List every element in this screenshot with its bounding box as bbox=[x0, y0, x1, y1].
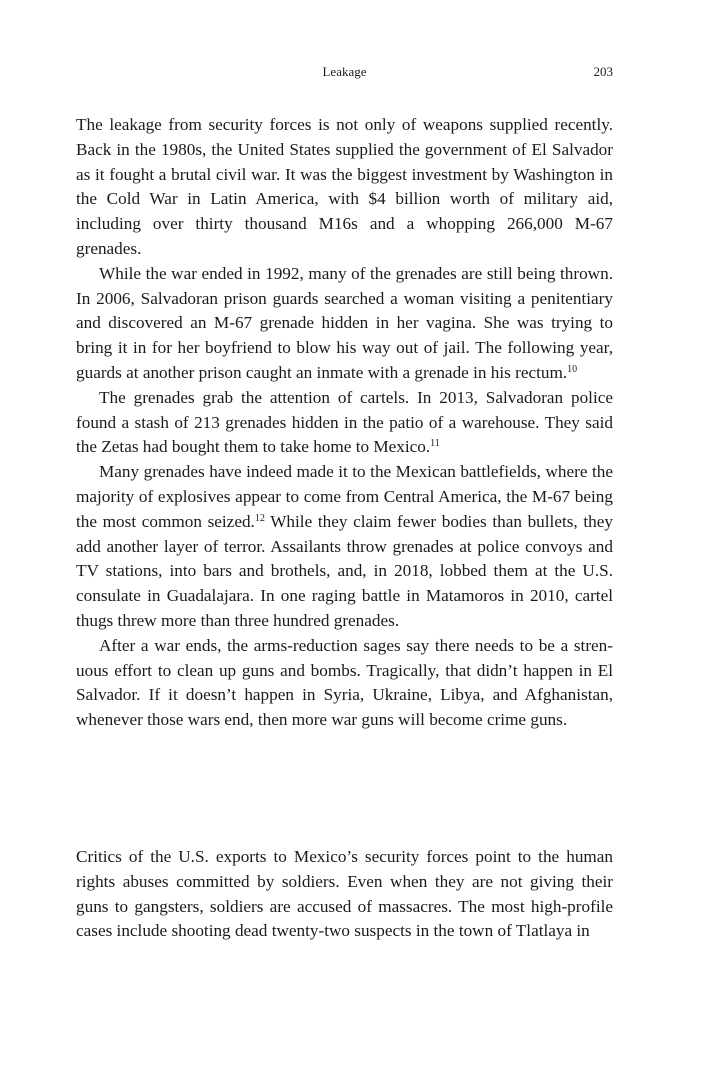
paragraph-3-text: The grenades grab the attention of cartels. In 2013, Salvadoran police found a stash of 213 grenades hidden in the patio of a warehouse. They said the Zetas had bought them to take home to Mexico. bbox=[76, 387, 613, 457]
paragraph-2 bbox=[76, 262, 613, 386]
footnote-marker-11: 11 bbox=[430, 438, 440, 450]
paragraph-4-text-end: While they claim fewer bodies than bullets, they add another layer of terror. Assailants throw grenades at police convoys and TV stations, into bars and brothels, and, in 2018, lobbed them at the U.S. consulate in Guadalajara. In one raging battle in Matamoros in 2010, cartel thugs threw more than three hundred grenades. bbox=[76, 511, 613, 630]
paragraph-3 bbox=[76, 386, 613, 460]
paragraph-4 bbox=[76, 460, 613, 634]
paragraph-2-text: While the war ended in 1992, many of the grenades are still being thrown. In 2006, Salvadoran prison guards searched a woman visiting a penitentiary and discovered an M-67 grenade hidden in her vagina. She was trying to bring it in for her boyfriend to blow his way out of jail. The following year, guards at another prison caught an inmate with a grenade in his rectum. bbox=[76, 263, 613, 382]
paragraph-1-text: The leakage from security forces is not only of weapons supplied recently. Back in the 1980s, the United States supplied the government of El Salvador as it fought a brutal civil war. It was the biggest investment by Washington in the Cold War in Latin America, with $4 billion worth of military aid, including over thirty thousand M16s and a whopping 266,000 M-67 grenades. bbox=[76, 115, 613, 258]
paragraph-6 bbox=[76, 845, 613, 944]
paragraph-5-text: After a war ends, the arms-reduction sages say there needs to be a strenuous effort to clean up guns and bombs. Tragically, that didn’t happen in El Salvador. If it doesn’t happen in Syria, Ukraine, Libya, and Afghanistan, whenever those wars end, then more war guns will become crime guns. bbox=[76, 635, 613, 730]
body-text-section-2 bbox=[76, 845, 613, 944]
running-head bbox=[76, 64, 613, 82]
paragraph-6-text: Critics of the U.S. exports to Mexico’s security forces point to the human rights abuses committed by soldiers. Even when they are not giving their guns to gangsters, soldiers are accused of massacres. The most high-profile cases include shooting dead twenty-two suspects in the town of Tlatlaya in bbox=[76, 847, 613, 941]
body-text-section-1 bbox=[76, 113, 613, 733]
paragraph-4-text-start: Many grenades have indeed made it to the Mexican battlefields, where the majority of explosives appear to come from Central America, the M-67 being the most common seized. bbox=[76, 462, 613, 531]
footnote-marker-10: 10 bbox=[567, 363, 578, 375]
page-number: 203 bbox=[593, 64, 613, 79]
paragraph-5 bbox=[76, 634, 613, 733]
footnote-marker-12: 12 bbox=[254, 512, 265, 524]
running-title: Leakage bbox=[322, 64, 367, 79]
paragraph-1 bbox=[76, 113, 613, 262]
